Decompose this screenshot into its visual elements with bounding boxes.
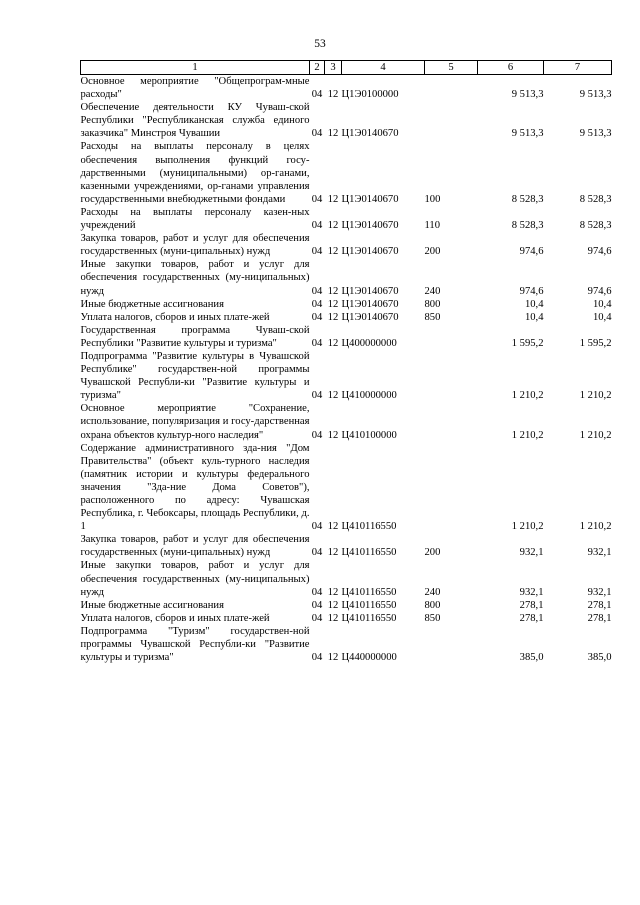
budget-table (80, 60, 612, 664)
target-article-code: Ц410100000 (341, 429, 397, 441)
table-row (81, 258, 612, 297)
target-article-code: Ц410116550 (341, 612, 397, 624)
target-article-code: Ц410116550 (341, 547, 397, 559)
section-code: 04 (311, 285, 323, 297)
row-name: Закупка товаров, работ и услуг для обеспечения государственных (муни-ципальных) нужд (80, 534, 310, 559)
target-article-code: Ц410116550 (341, 586, 397, 598)
expense-type-code (425, 75, 478, 102)
section-code: 04 (311, 128, 323, 140)
section-code: 04 (311, 337, 323, 349)
row-name: Основное мероприятие "Общепрограм-мные расходы" (80, 76, 310, 101)
section-code: 04 (311, 586, 323, 598)
amount-col-7: 932,1 (587, 586, 612, 598)
table-row (81, 625, 612, 664)
subsection-code: 12 (327, 586, 339, 598)
amount-col-7: 1 595,2 (579, 337, 612, 349)
column-header: 5 (425, 61, 478, 75)
table-row (81, 402, 612, 441)
amount-col-7: 278,1 (587, 612, 612, 624)
expense-type-code: 800 (424, 298, 441, 310)
subsection-code: 12 (327, 429, 339, 441)
row-name: Подпрограмма "Развитие культуры в Чувашской Республике" государствен-ной программы Чувашской Республи-ки "Развитие культуры и туризма" (80, 350, 310, 402)
amount-col-7: 974,6 (587, 246, 612, 258)
section-code: 04 (311, 220, 323, 232)
subsection-code: 12 (327, 612, 339, 624)
expense-type-code (425, 101, 478, 140)
amount-col-7: 974,6 (587, 285, 612, 297)
table-row (81, 140, 612, 205)
target-article-code: Ц1Э0140670 (341, 128, 399, 140)
subsection-code: 12 (327, 285, 339, 297)
amount-col-7: 10,4 (592, 298, 612, 310)
amount-col-7: 9 513,3 (579, 89, 612, 101)
expense-type-code: 110 (424, 220, 440, 232)
section-code: 04 (311, 298, 323, 310)
amount-col-6: 1 210,2 (511, 521, 544, 533)
row-name: Уплата налогов, сборов и иных плате-жей (80, 311, 270, 323)
column-header: 7 (544, 61, 612, 75)
target-article-code: Ц1Э0140670 (341, 220, 399, 232)
row-name: Содержание административного зда-ния "Дом Правительства" (объект куль-турного наследия (памятник истории и культуры федерального значения "Зда-ние Дома Советов"), расположенного по адресу: Чувашская Республика, г. Чебоксары, площадь Республики, д. 1 (80, 442, 310, 533)
column-number-row (81, 61, 612, 75)
page-number: 53 (314, 38, 326, 50)
amount-col-6: 9 513,3 (511, 128, 544, 140)
row-name: Расходы на выплаты персоналу казен-ных учреждений (80, 206, 310, 232)
subsection-code: 12 (327, 311, 339, 323)
row-name: Иные закупки товаров, работ и услуг для обеспечения государственных (му-ниципальных) нужд (80, 259, 310, 297)
subsection-code: 12 (327, 599, 339, 611)
row-name: Иные бюджетные ассигнования (80, 599, 224, 611)
subsection-code: 12 (327, 298, 339, 310)
expense-type-code (425, 402, 478, 441)
subsection-code: 12 (327, 547, 339, 559)
amount-col-7: 1 210,2 (579, 429, 612, 441)
amount-col-7: 9 513,3 (579, 128, 612, 140)
table-row (81, 311, 612, 324)
table-row (81, 442, 612, 534)
amount-col-6: 10,4 (524, 298, 544, 310)
amount-col-6: 8 528,3 (511, 193, 544, 205)
table-row (81, 533, 612, 559)
row-name: Расходы на выплаты персоналу в целях обеспечения выполнения функций госу-дарственными (муниципальными) ор-ганами, казенными учреждениями, ор-ганами управления государственными внебюджетными фондами (80, 141, 310, 205)
target-article-code: Ц410116550 (341, 521, 397, 533)
target-article-code: Ц1Э0140670 (341, 193, 399, 205)
amount-col-6: 1 595,2 (511, 337, 544, 349)
column-header: 2 (310, 61, 325, 75)
subsection-code: 12 (327, 337, 339, 349)
section-code: 04 (311, 652, 323, 664)
column-header: 1 (81, 61, 310, 75)
expense-type-code: 240 (424, 285, 441, 297)
subsection-code: 12 (327, 521, 339, 533)
subsection-code: 12 (327, 246, 339, 258)
amount-col-6: 932,1 (519, 547, 544, 559)
subsection-code: 12 (327, 193, 339, 205)
table-row (81, 75, 612, 102)
amount-col-7: 1 210,2 (579, 521, 612, 533)
table-row (81, 599, 612, 612)
section-code: 04 (311, 89, 323, 101)
amount-col-6: 278,1 (519, 612, 544, 624)
subsection-code: 12 (327, 89, 339, 101)
target-article-code: Ц410116550 (341, 599, 397, 611)
target-article-code: Ц400000000 (341, 337, 397, 349)
table-row (81, 232, 612, 258)
section-code: 04 (311, 390, 323, 402)
target-article-code: Ц1Э0140670 (341, 246, 399, 258)
row-name: Уплата налогов, сборов и иных плате-жей (80, 612, 270, 624)
row-name: Закупка товаров, работ и услуг для обеспечения государственных (муни-ципальных) нужд (80, 233, 310, 258)
expense-type-code: 100 (424, 193, 441, 205)
target-article-code: Ц1Э0140670 (341, 311, 399, 323)
expense-type-code (425, 442, 478, 534)
table-row (81, 559, 612, 598)
row-name: Обеспечение деятельности КУ Чуваш-ской Республики "Республиканская служба единого заказчика" Минстроя Чувашии (80, 102, 310, 140)
amount-col-6: 8 528,3 (511, 220, 544, 232)
amount-col-7: 8 528,3 (579, 220, 612, 232)
amount-col-7: 385,0 (587, 652, 612, 664)
expense-type-code (425, 350, 478, 402)
section-code: 04 (311, 521, 323, 533)
amount-col-7: 10,4 (592, 311, 612, 323)
table-row (81, 612, 612, 625)
section-code: 04 (311, 193, 323, 205)
amount-col-7: 278,1 (587, 599, 612, 611)
subsection-code: 12 (327, 128, 339, 140)
amount-col-6: 974,6 (519, 285, 544, 297)
section-code: 04 (311, 612, 323, 624)
amount-col-6: 932,1 (519, 586, 544, 598)
target-article-code: Ц410000000 (341, 390, 397, 402)
amount-col-7: 8 528,3 (579, 193, 612, 205)
table-row (81, 324, 612, 350)
target-article-code: Ц440000000 (341, 652, 397, 664)
amount-col-6: 10,4 (524, 311, 544, 323)
expense-type-code (425, 324, 478, 350)
amount-col-6: 1 210,2 (511, 390, 544, 402)
section-code: 04 (311, 246, 323, 258)
amount-col-6: 1 210,2 (511, 429, 544, 441)
section-code: 04 (311, 429, 323, 441)
row-name: Иные закупки товаров, работ и услуг для обеспечения государственных (му-ниципальных) нужд (80, 560, 310, 598)
section-code: 04 (311, 311, 323, 323)
table-row (81, 206, 612, 232)
target-article-code: Ц1Э0100000 (341, 89, 399, 101)
expense-type-code: 850 (424, 311, 441, 323)
column-header: 3 (325, 61, 342, 75)
amount-col-6: 278,1 (519, 599, 544, 611)
column-header: 4 (342, 61, 425, 75)
target-article-code: Ц1Э0140670 (341, 285, 399, 297)
expense-type-code: 240 (424, 586, 441, 598)
amount-col-6: 9 513,3 (511, 89, 544, 101)
subsection-code: 12 (327, 220, 339, 232)
row-name: Подпрограмма "Туризм" государствен-ной программы Чувашской Республи-ки "Развитие культуры и туризма" (80, 625, 310, 664)
expense-type-code: 200 (424, 246, 441, 258)
column-header: 6 (478, 61, 544, 75)
amount-col-7: 1 210,2 (579, 390, 612, 402)
expense-type-code (425, 625, 478, 664)
subsection-code: 12 (327, 652, 339, 664)
row-name: Иные бюджетные ассигнования (80, 298, 224, 310)
section-code: 04 (311, 547, 323, 559)
amount-col-6: 385,0 (519, 652, 544, 664)
table-row (81, 101, 612, 140)
expense-type-code: 850 (424, 612, 441, 624)
amount-col-6: 974,6 (519, 246, 544, 258)
expense-type-code: 800 (424, 599, 441, 611)
subsection-code: 12 (327, 390, 339, 402)
expense-type-code: 200 (424, 547, 441, 559)
section-code: 04 (311, 599, 323, 611)
target-article-code: Ц1Э0140670 (341, 298, 399, 310)
amount-col-7: 932,1 (587, 547, 612, 559)
table-row (81, 350, 612, 402)
row-name: Основное мероприятие "Сохранение, использование, популяризация и госу-дарственная охрана объектов культур-ного наследия" (80, 403, 310, 441)
row-name: Государственная программа Чуваш-ской Республики "Развитие культуры и туризма" (80, 324, 310, 349)
table-row (81, 298, 612, 311)
